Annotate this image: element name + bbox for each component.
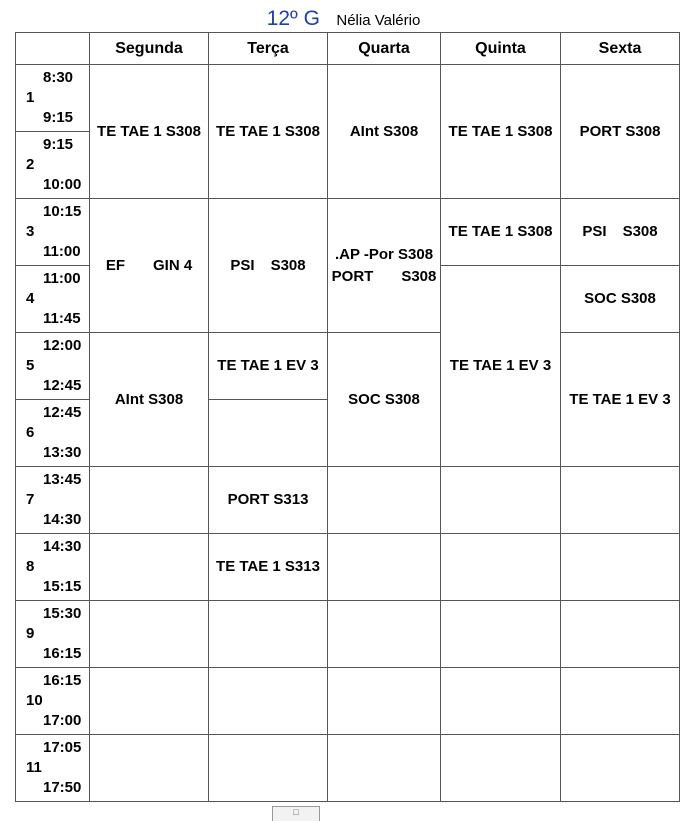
lesson-cell: TE TAE 1 EV 3 — [441, 266, 561, 467]
print-icon: □ — [293, 807, 299, 817]
time-slot-1: 8:30 1 9:15 — [16, 65, 90, 132]
day-header-wednesday: Quarta — [328, 33, 441, 65]
table-row — [16, 534, 680, 601]
lesson-cell: TE TAE 1 S313 — [209, 534, 328, 601]
time-slot-10: 16:15 10 17:00 — [16, 668, 90, 735]
lesson-cell: TE TAE 1 S308 — [90, 65, 209, 199]
empty-cell — [561, 534, 680, 601]
table-row — [16, 668, 680, 735]
empty-cell — [561, 735, 680, 802]
lesson-cell: SOC S308 — [561, 266, 680, 333]
lesson-cell: TE TAE 1 S308 — [209, 65, 328, 199]
day-header-thursday: Quinta — [441, 33, 561, 65]
empty-cell — [328, 467, 441, 534]
empty-cell — [561, 668, 680, 735]
time-slot-9: 15:30 9 16:15 — [16, 601, 90, 668]
empty-cell — [441, 467, 561, 534]
lesson-cell: TE TAE 1 EV 3 — [209, 333, 328, 400]
time-slot-2: 9:15 2 10:00 — [16, 132, 90, 199]
empty-cell — [90, 534, 209, 601]
empty-cell — [209, 668, 328, 735]
day-header-monday: Segunda — [90, 33, 209, 65]
table-row — [16, 735, 680, 802]
lesson-cell: TE TAE 1 S308 — [441, 199, 561, 266]
time-slot-6: 12:45 6 13:30 — [16, 400, 90, 467]
empty-cell — [90, 467, 209, 534]
empty-cell — [441, 735, 561, 802]
table-row — [16, 467, 680, 534]
lesson-cell: EF GIN 4 — [90, 199, 209, 333]
schedule-header — [0, 6, 687, 34]
day-header-friday: Sexta — [561, 33, 680, 65]
empty-cell — [90, 668, 209, 735]
day-header-tuesday: Terça — [209, 33, 328, 65]
empty-cell — [328, 534, 441, 601]
class-name: 12º G — [266, 7, 320, 30]
lesson-cell: PSI S308 — [209, 199, 328, 333]
day-header-row — [16, 33, 680, 65]
table-row — [16, 333, 680, 400]
time-slot-5: 12:00 5 12:45 — [16, 333, 90, 400]
empty-cell — [441, 601, 561, 668]
empty-cell — [328, 735, 441, 802]
time-slot-4: 11:00 4 11:45 — [16, 266, 90, 333]
lesson-cell: SOC S308 — [328, 333, 441, 467]
lesson-cell: PORT S308 — [561, 65, 680, 199]
lesson-cell: PORT S313 — [209, 467, 328, 534]
empty-cell — [209, 735, 328, 802]
time-slot-3: 10:15 3 11:00 — [16, 199, 90, 266]
timetable — [15, 32, 680, 802]
empty-cell — [90, 601, 209, 668]
empty-cell — [441, 668, 561, 735]
teacher-name: Nélia Valério — [336, 12, 421, 29]
table-row — [16, 199, 680, 266]
empty-cell — [209, 400, 328, 467]
table-row — [16, 65, 680, 132]
empty-cell — [561, 467, 680, 534]
empty-cell — [561, 601, 680, 668]
empty-cell — [90, 735, 209, 802]
corner-cell — [16, 33, 90, 65]
time-slot-8: 14:30 8 15:15 — [16, 534, 90, 601]
lesson-cell: TE TAE 1 S308 — [441, 65, 561, 199]
lesson-cell: AInt S308 — [328, 65, 441, 199]
table-row — [16, 601, 680, 668]
lesson-cell: .AP -Por S308 PORT S308 — [328, 199, 441, 333]
time-slot-7: 13:45 7 14:30 — [16, 467, 90, 534]
empty-cell — [328, 668, 441, 735]
time-slot-11: 17:05 11 17:50 — [16, 735, 90, 802]
empty-cell — [328, 601, 441, 668]
empty-cell — [441, 534, 561, 601]
lesson-cell: PSI S308 — [561, 199, 680, 266]
lesson-cell: AInt S308 — [90, 333, 209, 467]
empty-cell — [209, 601, 328, 668]
lesson-cell: TE TAE 1 EV 3 — [561, 333, 680, 467]
